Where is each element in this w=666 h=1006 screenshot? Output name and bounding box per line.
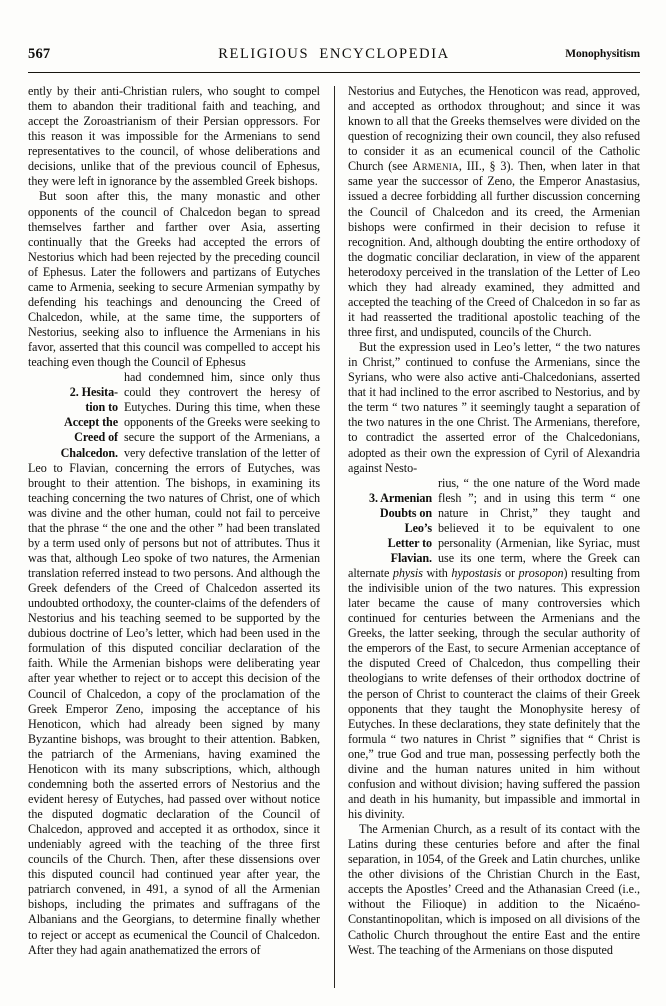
- sidehead-line: Accept the: [64, 415, 118, 430]
- sidehead-line: 2. Hesita-: [69, 385, 118, 400]
- sidehead-line: Flavian.: [390, 550, 432, 565]
- paragraph: But the expression used in Leo’s letter, “ the two natures in Christ,” continued to confuse the Armenians, since the Syrians, who were also active anti-Chalcedonians, asserted that it had inclined to the error ascribed to Nestorius, and by the term “ two natures ” it seemingly taught a separation of the two natures in the one Christ. The Armenians, therefore, to contradict the asserted error of the Chalcedonians, adopted as their own the expression of Cyril of Alexandria against Nesto-: [348, 340, 640, 475]
- sidehead-line: Letter to: [387, 535, 432, 550]
- sidehead-line: Leo’s: [404, 520, 432, 535]
- paragraph-text: Nestorius and Eutyches, the Henoticon was read, approved, and accepted as orthodox throughout; and since it was known to all that the Greeks themselves were divided on the question of recognizing their own council, they also refused to consider it as an ecumenical council of the Catholic Church (see: [348, 84, 640, 174]
- right-column: [348, 84, 640, 990]
- header-rule: [28, 72, 640, 73]
- paragraph: But soon after this, the many monastic and other opponents of the council of Chalcedon began to spread themselves farther and farther over Asia, asserting continually that the Greeks had accepted the errors of Nestorius which had been rejected by the preceding council of Ephesus. Later the followers and partizans of Eutyches came to Armenia, seeking to secure Armenian sympathy by defending his teachings and denouncing the Creed of Chalcedon, while, at the same time, the supporters of Nestorius, seeking also to influence the Armenians in his favor, asserted that this council was compelled to accept his teaching even though the Council of Ephesus: [28, 189, 320, 370]
- paragraph-text: or: [501, 566, 519, 580]
- sidehead-line: Chalcedon.: [60, 445, 118, 460]
- sidehead-line: Creed of: [74, 430, 118, 445]
- paragraph-text: , III., § 3). Then, when later in that same year the successor of Zeno, the Emperor Anastasius, issued a decree forbidding all further discussion concerning the Council of Chalcedon and its creed, the Armenian bishops were confirmed in their decision to refuse it recognition. And, although doubting the entire orthodoxy of the dogmatic conciliar declaration, in view of the apparent heterodoxy perceived in the translation of the Letter of Leo which they had already examined, they admitted and accepted the teaching of the Creed of Chalcedon in so far as it had reasserted the traditional apostolic teaching of the three first, and undisputed, councils of the Church.: [348, 159, 640, 339]
- paragraph: ently by their anti-Christian rulers, who sought to compel them to abandon their traditional faith and teaching, and accept the Zoroastrianism of their Persian oppressors. For this reason it was impossible for the Armenians to send representatives to the council, of whose deliberations and decisions, unlike that of the previous council of Ephesus, they were left in ignorance by the assembled Greek bishops.: [28, 84, 320, 189]
- greek-term-hypostasis: hypostasis: [451, 566, 502, 580]
- book-title: RELIGIOUS ENCYCLOPEDIA: [218, 46, 450, 62]
- paragraph-text: rius, “ the one nature of the Word made flesh ”; and in using this term “ one nature in Christ,” they taught and believed it to be equivalent to one personality (Armenian, like Syriac, must use its one term, where the Greek can alternate: [348, 475, 640, 580]
- paragraph-text: ) resulting from the indivisible union of the two natures. This expression later became the cause of many controversies which continued for centuries between the Armenians and the Greeks, the latter seeking, through the secular authority of the emperors of the East, to secure Armenian acceptance of the disputed Creed of Chalcedon, thus compelling their theologians to write defenses of their orthodox doctrine of the person of Christ to counteract the claims of their Greek opponents that they taught the Monophysite heresy of Eutyches. In these declarations, they state definitely that the formula “ two natures in Christ ” signifies that “ Christ is one,” true God and true man, possessing perfectly both the divine and the human natures united in him without confusion and without division; having suffered the passion and death in his humanity, but impassible and immortal in his divinity.: [348, 566, 640, 821]
- text-body: [28, 84, 640, 990]
- cross-reference: Armenia: [412, 159, 459, 174]
- entry-title: Monophysitism: [565, 48, 640, 60]
- sidehead-armenian-doubts: [348, 491, 432, 566]
- paragraph: [348, 84, 640, 340]
- paragraph-text: with: [422, 566, 452, 580]
- sidehead-line: 3. Armenian: [369, 490, 432, 505]
- greek-term-prosopon: prosopon: [518, 566, 564, 580]
- paragraph: The Armenian Church, as a result of its contact with the Latins during these centuries before and after the final separation, in 1054, of the Greek and Latin churches, unlike the other divisions of the Christian Church in the East, accepts the Apostles’ Creed and the Athanasian Creed (i.e., without the Filioque) in addition to the Nicaéno-Constantinopolitan, which is imposed on all divisions of the Catholic Church throughout the entire East and the entire West. The teaching of the Armenians on those disputed: [348, 822, 640, 957]
- sidehead-line: Doubts on: [379, 505, 432, 520]
- sidehead-hesitation: [28, 385, 118, 460]
- paragraph-text: had condemned him, since only thus could they controvert the heresy of Eutyches. During this time, when these opponents of the Greeks were seeking to secure the support of the Armenians, a very defective translation of the letter of Leo to Flavian, concerning the errors of Eutyches, was brought to their attention. The bishops, in examining its teaching concerning the two natures of Christ, one of which was divine and the other human, could not fail to perceive that the phrase “ the one and the other ” had been translated by a term used only of persons but not of attributes. Thus it was that, although Leo spoke of two natures, the Armenian translation referred instead to two persons. And although the Greek defenders of the Creed of Chalcedon asserted its undoubted orthodoxy, the counter-claims of the defenders of Nestorius and his teaching seemed to be supported by the dubious doctrine of Leo’s letter, which had been used in the formulation of this disputed conciliar declaration of the faith. While the Armenian bishops were deliberating year after year whether to reject or to accept this decision of the Council of Chalcedon, a copy of the proclamation of the Greek Emperor Zeno, imposing the acceptance of his Henoticon, which had already been signed by many Byzantine bishops, was brought to their attention. Babken, the patriarch of the Armenians, having examined the Henoticon with its many subscriptions, which, although condemning both the asserted errors of Nestorius and the evident heresy of Eutyches, had passed over without notice the disputed dogmatic declaration of the Council of Chalcedon, approved and accepted it as orthodox, since it undeniably agreed with the teaching of the three first councils of the Church. Then, after these dissensions over this disputed council had continued year after year, the patriarch convened, in 491, a synod of all the Armenian bishops, including the primates and suffragans of the Albanians and the Georgians, to determine finally whether to reject or accept as ecumenical the Council of Chalcedon. After they had again anathematized the errors of: [28, 370, 320, 957]
- sidehead-line: tion to: [85, 400, 118, 415]
- column-divider: [334, 86, 335, 988]
- paragraph-with-sidehead: [348, 476, 640, 822]
- left-column: [28, 84, 320, 990]
- running-head: [28, 44, 640, 70]
- page-number: 567: [28, 46, 51, 62]
- greek-term-physis: physis: [392, 566, 423, 580]
- paragraph-with-sidehead: [28, 370, 320, 957]
